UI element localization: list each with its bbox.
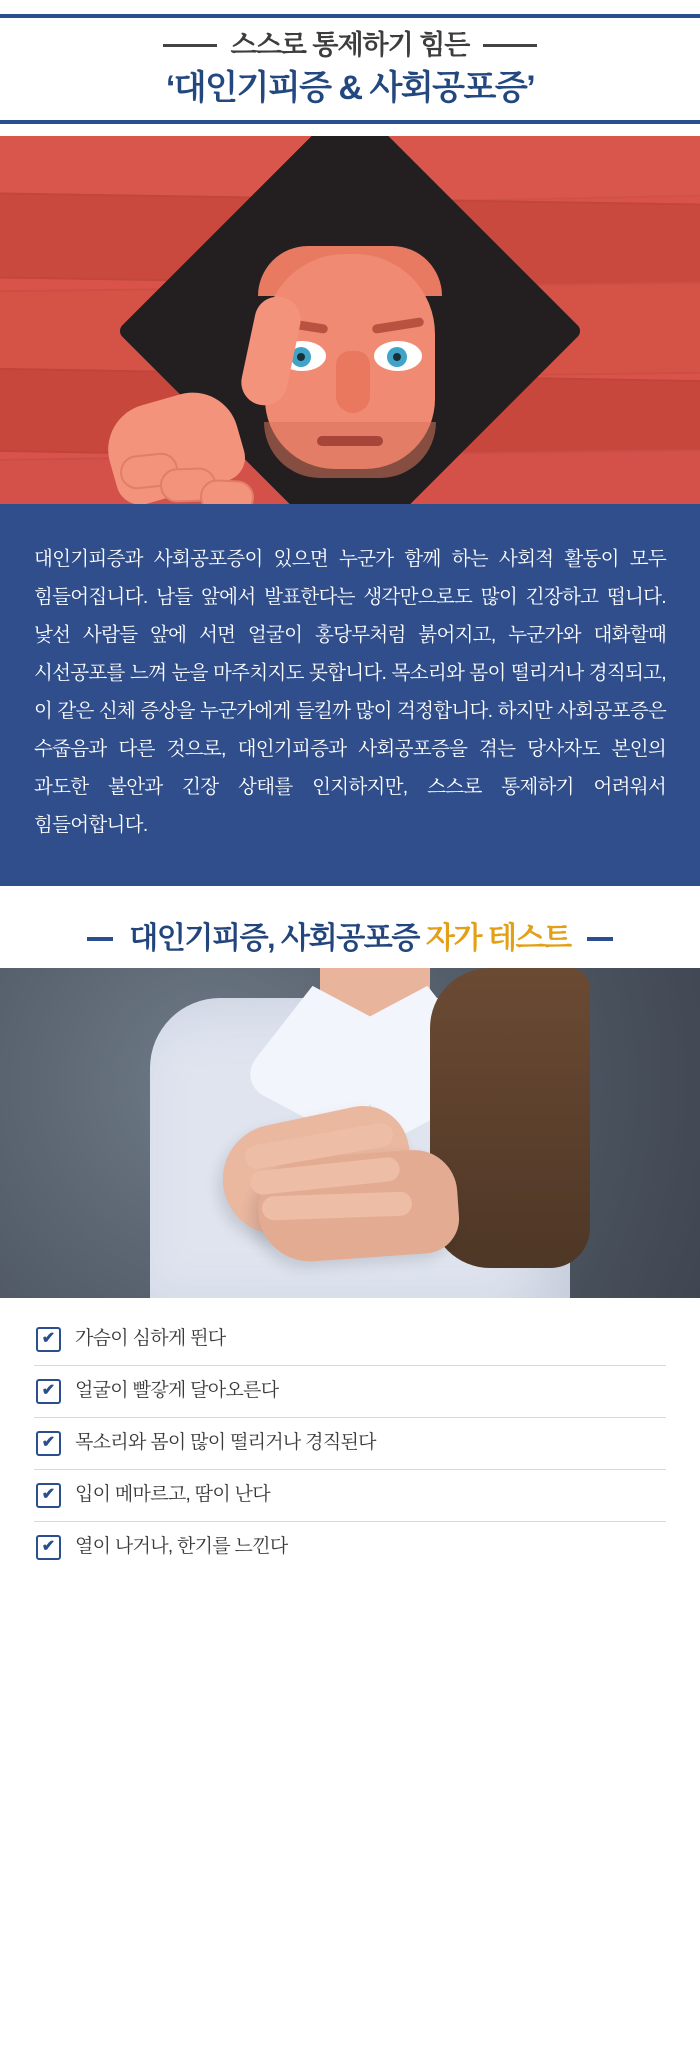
description-panel	[0, 504, 700, 886]
checkbox-checked-icon[interactable]: ✔	[36, 1535, 61, 1560]
checklist-item[interactable]	[34, 1314, 666, 1366]
nose	[336, 351, 370, 413]
checklist-item[interactable]	[34, 1418, 666, 1470]
checkbox-checked-icon[interactable]: ✔	[36, 1431, 61, 1456]
checklist-item-label: 목소리와 몸이 많이 떨리거나 경직된다	[75, 1432, 376, 1454]
header-bottom-rule	[0, 120, 700, 124]
checkbox-checked-icon[interactable]: ✔	[36, 1379, 61, 1404]
mouth	[317, 436, 383, 446]
hero-illustration	[0, 136, 700, 504]
section-heading-accent: 자가 테스트	[425, 922, 571, 956]
self-test-photo	[0, 968, 700, 1298]
checklist-item-label: 열이 나거나, 한기를 느낀다	[75, 1536, 288, 1558]
checklist-item[interactable]	[34, 1366, 666, 1418]
iris-right	[387, 347, 407, 367]
section-dash-left	[87, 937, 113, 941]
header-dash-left	[163, 44, 217, 47]
section-dash-right	[587, 937, 613, 941]
checklist-item[interactable]	[34, 1522, 666, 1573]
eye-right	[374, 341, 422, 371]
checklist-item-label: 입이 메마르고, 땀이 난다	[75, 1484, 270, 1506]
checklist-item-label: 얼굴이 빨갛게 달아오른다	[75, 1380, 279, 1402]
checklist-item-label: 가슴이 심하게 뛴다	[75, 1328, 226, 1350]
page-title-main: ‘대인기피증 & 사회공포증’	[165, 69, 535, 107]
checkbox-checked-icon[interactable]: ✔	[36, 1483, 61, 1508]
header-top-rule	[0, 14, 700, 18]
page-title-small: 스스로 통제하기 힘든	[230, 30, 470, 60]
checkbox-checked-icon[interactable]: ✔	[36, 1327, 61, 1352]
description-text: 대인기피증과 사회공포증이 있으면 누군가 함께 하는 사회적 활동이 모두 힘들어집니다. 남들 앞에서 발표한다는 생각만으로도 많이 긴장하고 떱니다. 낯선 사람들 앞에 서면 얼굴이 홍당무처럼 붉어지고, 누군가와 대화할때 시선공포를 느껴 눈을 마주치지도 못합니다. 목소리와 몸이 떨리거나 경직되고, 이 같은 신체 증상을 누군가에게 들킬까 많이 걱정합니다. 하지만 사회공포증은 수줍음과 다른 것으로, 대인기피증과 사회공포증을 겪는 당사자도 본인의 과도한 불안과 긴장 상태를 인지하지만, 스스로 통제하기 어려워서 힘들어합니다.	[34, 548, 666, 837]
section-heading-primary: 대인기피증, 사회공포증	[129, 922, 419, 956]
checklist-item[interactable]	[34, 1470, 666, 1522]
page-header	[0, 0, 700, 136]
finger	[199, 479, 255, 504]
self-test-checklist	[0, 1298, 700, 1591]
header-title-row	[0, 32, 700, 59]
section-spacer	[0, 886, 700, 908]
header-dash-right	[483, 44, 537, 47]
self-test-heading	[0, 908, 700, 968]
